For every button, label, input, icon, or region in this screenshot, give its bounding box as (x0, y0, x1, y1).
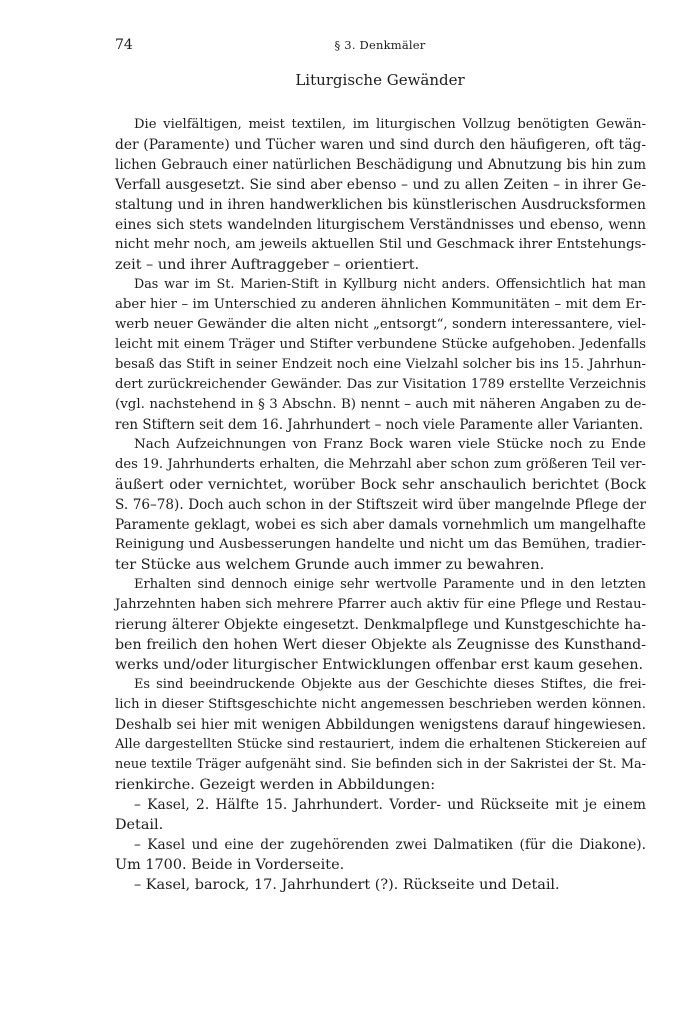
text-line: Nach Aufzeichnungen von Franz Bock waren viele Stücke noch zu Ende (134, 437, 646, 452)
list-item: – Kasel, 2. Hälfte 15. Jahrhundert. Vorder- und Rückseite mit je einem (134, 797, 646, 813)
running-head: § 3. Denkmäler (334, 38, 426, 52)
text-line: Reinigung und Ausbesserungen handelte und nicht um das Bemühen, tradier- (115, 537, 646, 552)
text-line: besaß das Stift in seiner Endzeit noch eine Vielzahl solcher bis ins 15. Jahrhun- (115, 357, 646, 372)
text-line: rierung älterer Objekte eingesetzt. Denkmalpflege und Kunstgeschichte ha- (115, 617, 646, 633)
text-line: ben freilich den hohen Wert dieser Objekte als Zeugnisse des Kunsthand- (115, 637, 646, 653)
text-line: (vgl. nachstehend in § 3 Abschn. B) nennt – auch mit näheren Angaben zu de- (115, 397, 646, 412)
section-title: Liturgische Gewänder (295, 71, 465, 89)
list-item-continuation: Um 1700. Beide in Vorderseite. (115, 857, 345, 873)
text-line: Jahrzehnten haben sich mehrere Pfarrer auch aktiv für eine Pflege und Restau- (115, 597, 646, 612)
text-line: S. 76–78). Doch auch schon in der Stiftszeit wird über mangelnde Pflege der (115, 497, 646, 513)
text-line: Paramente geklagt, wobei es sich aber damals vornehmlich um mangelhafte (115, 517, 646, 533)
text-line: werb neuer Gewänder die alten nicht „entsorgt“, sondern interessantere, viel- (115, 317, 646, 332)
text-line: dert zurückreichender Gewänder. Das zur Visitation 1789 erstellte Verzeichnis (115, 377, 646, 392)
text-line: werks und/oder liturgischer Entwicklungen offenbar erst kaum gesehen. (115, 657, 644, 673)
text-line: ter Stücke aus welchem Grunde auch immer zu bewahren. (115, 557, 545, 573)
text-line: neue textile Träger aufgenäht sind. Sie befinden sich in der Sakristei der St. Ma- (115, 757, 646, 772)
text-line: nicht mehr noch, am jeweils aktuellen Stil und Geschmack ihrer Entstehungs- (115, 237, 646, 252)
list-item: – Kasel und eine der zugehörenden zwei Dalmatiken (für die Diakone). (134, 837, 646, 853)
text-line: Deshalb sei hier mit wenigen Abbildungen wenigstens darauf hingewiesen. (115, 717, 646, 733)
text-line: eines sich stets wandelnden liturgischem Verständnisses und ebenso, wenn (115, 217, 646, 233)
text-line: ren Stiftern seit dem 16. Jahrhundert – noch viele Paramente aller Varianten. (115, 417, 644, 433)
text-line: äußert oder vernichtet, worüber Bock sehr anschaulich berichtet (Bock (115, 477, 646, 493)
page-number: 74 (115, 37, 133, 53)
text-line: lichen Gebrauch einer natürlichen Beschädigung und Abnutzung bis hin zum (115, 157, 646, 173)
list-item-continuation: Detail. (115, 817, 164, 833)
text-line: rienkirche. Gezeigt werden in Abbildungen: (115, 777, 436, 793)
list-item: – Kasel, barock, 17. Jahrhundert (?). Rückseite und Detail. (134, 877, 560, 893)
text-line: Es sind beeindruckende Objekte aus der Geschichte dieses Stiftes, die frei- (134, 677, 646, 692)
text-line: leicht mit einem Träger und Stifter verbundene Stücke aufgehoben. Jedenfalls (115, 337, 646, 352)
text-line: staltung und in ihren handwerklichen bis künstlerischen Ausdrucksformen (115, 197, 646, 213)
body-text (115, 115, 646, 895)
text-line: Alle dargestellten Stücke sind restauriert, indem die erhaltenen Stickereien auf (115, 737, 646, 752)
text-line: lich in dieser Stiftsgeschichte nicht angemessen beschrieben werden können. (115, 697, 646, 712)
text-line: des 19. Jahrhunderts erhalten, die Mehrzahl aber schon zum größeren Teil ver- (115, 457, 646, 472)
text-line: zeit – und ihrer Auftraggeber – orientiert. (115, 257, 420, 273)
text-line: Die vielfältigen, meist textilen, im liturgischen Vollzug benötigten Gewän- (134, 117, 646, 132)
text-line: Das war im St. Marien-Stift in Kyllburg nicht anders. Offensichtlich hat man (134, 277, 646, 292)
text-line: aber hier – im Unterschied zu anderen ähnlichen Kommunitäten – mit dem Er- (115, 297, 646, 312)
text-line: der (Paramente) und Tücher waren und sind durch den häufigeren, oft täg- (115, 137, 646, 153)
text-line: Verfall ausgesetzt. Sie sind aber ebenso – und zu allen Zeiten – in ihrer Ge- (115, 177, 646, 193)
text-line: Erhalten sind dennoch einige sehr wertvolle Paramente und in den letzten (134, 577, 646, 592)
